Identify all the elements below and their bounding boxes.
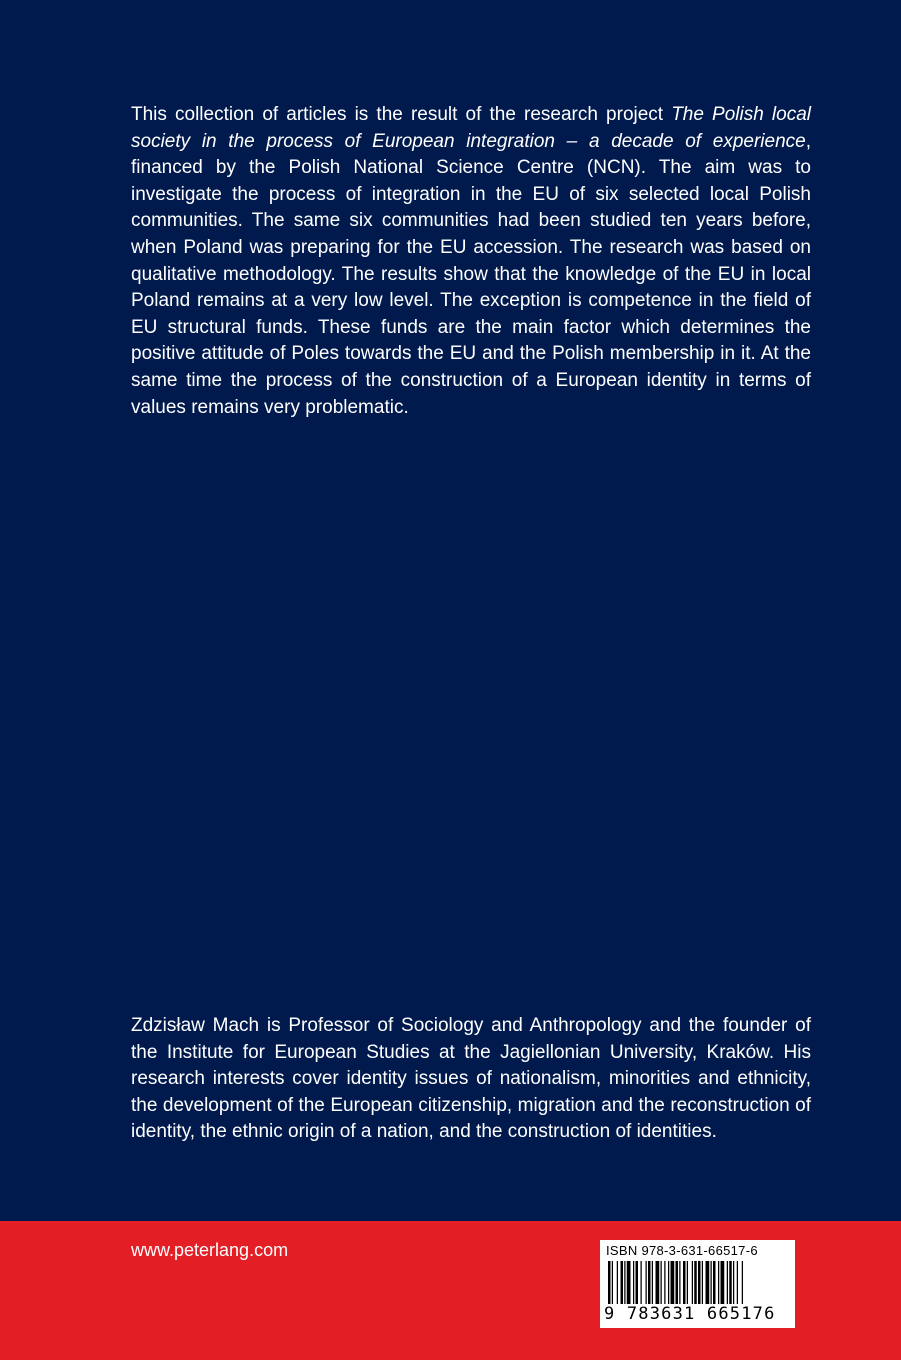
- barcode-bar: [627, 1261, 631, 1305]
- barcode-bar: [646, 1261, 647, 1305]
- barcode-image: [606, 1261, 789, 1305]
- barcode-bar: [676, 1261, 679, 1305]
- barcode-bar: [624, 1261, 625, 1305]
- barcode-bar: [702, 1261, 703, 1305]
- barcode-bar: [694, 1261, 697, 1305]
- barcode-bar: [617, 1261, 618, 1305]
- barcode-bar: [692, 1261, 693, 1305]
- barcode-bar: [648, 1261, 651, 1305]
- barcode-bar: [608, 1261, 611, 1305]
- barcode-bar: [721, 1261, 725, 1305]
- barcode-bar: [671, 1261, 675, 1305]
- barcode-bar: [729, 1261, 732, 1305]
- publisher-website-link[interactable]: www.peterlang.com: [131, 1240, 289, 1260]
- barcode-bar: [612, 1261, 613, 1305]
- barcode-digits: 9 783631 665176: [604, 1304, 792, 1324]
- barcode-bar: [737, 1261, 738, 1305]
- barcode-bar: [683, 1261, 686, 1305]
- barcode-bar: [698, 1261, 701, 1305]
- barcode-bar: [668, 1261, 669, 1305]
- author-bio: Zdzisław Mach is Professor of Sociology and Anthropology and the founder of the Institute for European Studies at the Jagiellonian University, Kraków. His research interests cover identity issues of nationalism, minorities and ethnicity, the development of the European citizenship, migration and the reconstruction of identity, the ethnic origin of a nation, and the construction of identities.: [131, 1015, 811, 1143]
- blurb-intro: This collection of articles is the result of the research project: [131, 104, 672, 125]
- barcode-bar: [636, 1261, 639, 1305]
- barcode-bar: [733, 1261, 734, 1305]
- barcode-bar: [679, 1261, 680, 1305]
- barcode-bar: [664, 1261, 665, 1305]
- barcode-bar: [713, 1261, 716, 1305]
- barcode-bar: [687, 1261, 688, 1305]
- barcode-bar: [652, 1261, 653, 1305]
- barcode-bar: [621, 1261, 624, 1305]
- blurb-body: , financed by the Polish National Science Centre (NCN). The aim was to investigate the process of integration in the EU of six selected local Polish communities. The same six communities had been studied ten years before, when Poland was preparing for the EU accession. The research was based on qualitative methodology. The results show that the knowledge of the EU in local Poland remains at a very low level. The exception is competence in the field of EU structural funds. These funds are the main factor which determines the positive attitude of Poles towards the EU and the Polish membership in it. At the same time the process of the construction of a European identity in terms of values remains very problematic.: [131, 130, 811, 418]
- isbn-barcode-block: [600, 1240, 795, 1328]
- barcode-bar: [641, 1261, 642, 1305]
- barcode-bar: [633, 1261, 634, 1305]
- barcode-bar: [706, 1261, 710, 1305]
- project-title: The Polish local society in the process of European integration – a decade of experience: [131, 104, 811, 152]
- barcode-bar: [656, 1261, 660, 1305]
- barcode-bar: [742, 1261, 743, 1305]
- isbn-label: ISBN 978-3-631-66517-6: [606, 1243, 758, 1258]
- barcode-bar: [718, 1261, 719, 1305]
- barcode-bar: [711, 1261, 712, 1305]
- barcode-bar: [661, 1261, 662, 1305]
- book-blurb: [131, 102, 811, 421]
- barcode-bar: [727, 1261, 728, 1305]
